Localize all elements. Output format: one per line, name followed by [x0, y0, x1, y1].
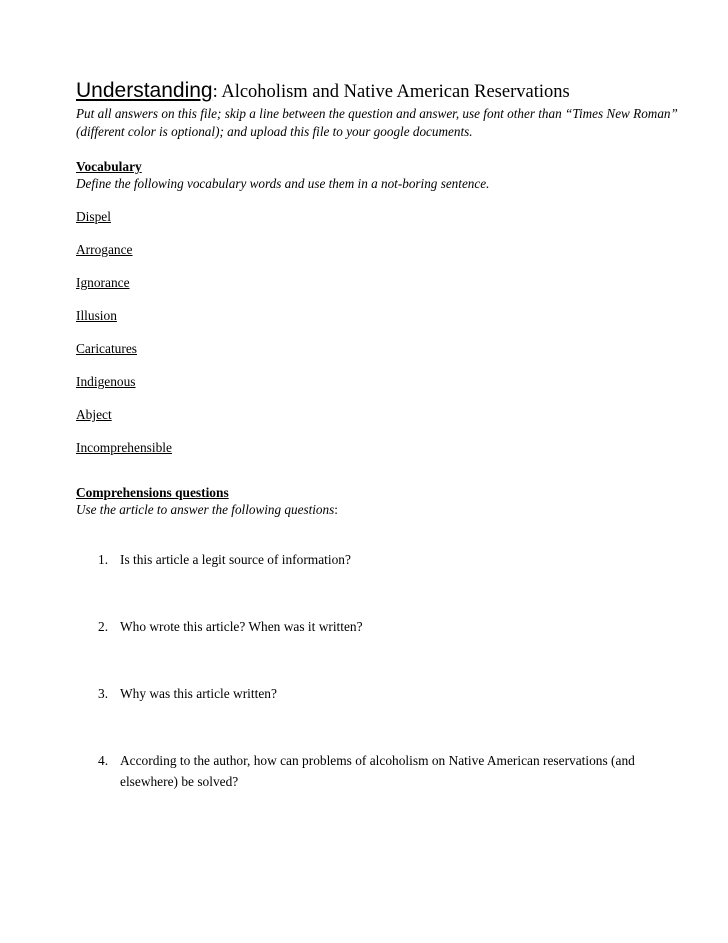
vocabulary-list	[76, 208, 696, 456]
question-text: Who wrote this article? When was it written?	[120, 619, 363, 634]
question-3	[98, 683, 696, 704]
question-number: 2.	[98, 619, 109, 634]
question-text: According to the author, how can problems of alcoholism on Native American reservations (and elsewhere) be solved?	[120, 753, 635, 789]
vocab-word-abject: Abject	[76, 407, 112, 422]
vocab-word-indigenous: Indigenous	[76, 374, 136, 389]
question-4	[98, 750, 696, 792]
question-text: Why was this article written?	[120, 686, 277, 701]
title-lead: Understanding	[76, 79, 213, 102]
question-2	[98, 616, 696, 637]
question-1	[98, 549, 696, 570]
vocabulary-heading: Vocabulary	[76, 159, 142, 174]
vocab-word-ignorance: Ignorance	[76, 275, 130, 290]
vocab-word-arrogance: Arrogance	[76, 242, 133, 257]
question-list	[76, 549, 696, 792]
title-rest: : Alcoholism and Native American Reservations	[212, 82, 570, 102]
comprehension-instruction-colon: :	[334, 502, 338, 517]
vocab-word-incomprehensible: Incomprehensible	[76, 440, 172, 455]
comprehension-instruction	[76, 501, 696, 518]
question-number: 3.	[98, 686, 109, 701]
comprehension-section	[76, 484, 696, 518]
document-page	[76, 80, 696, 838]
vocabulary-instruction: Define the following vocabulary words and use them in a not-boring sentence.	[76, 176, 490, 191]
comprehension-heading: Comprehensions questions	[76, 485, 229, 500]
question-number: 4.	[98, 753, 109, 768]
vocab-word-dispel: Dispel	[76, 209, 111, 224]
document-title	[76, 80, 696, 103]
instructions: Put all answers on this file; skip a line between the question and answer, use font other than “Times New Roman” (different color is optional); and upload this file to your google documents.	[76, 106, 678, 139]
vocab-word-illusion: Illusion	[76, 308, 117, 323]
question-number: 1.	[98, 552, 109, 567]
question-text: Is this article a legit source of information?	[120, 552, 351, 567]
comprehension-instruction-text: Use the article to answer the following questions	[76, 502, 335, 517]
vocab-word-caricatures: Caricatures	[76, 341, 137, 356]
vocabulary-section	[76, 158, 696, 192]
